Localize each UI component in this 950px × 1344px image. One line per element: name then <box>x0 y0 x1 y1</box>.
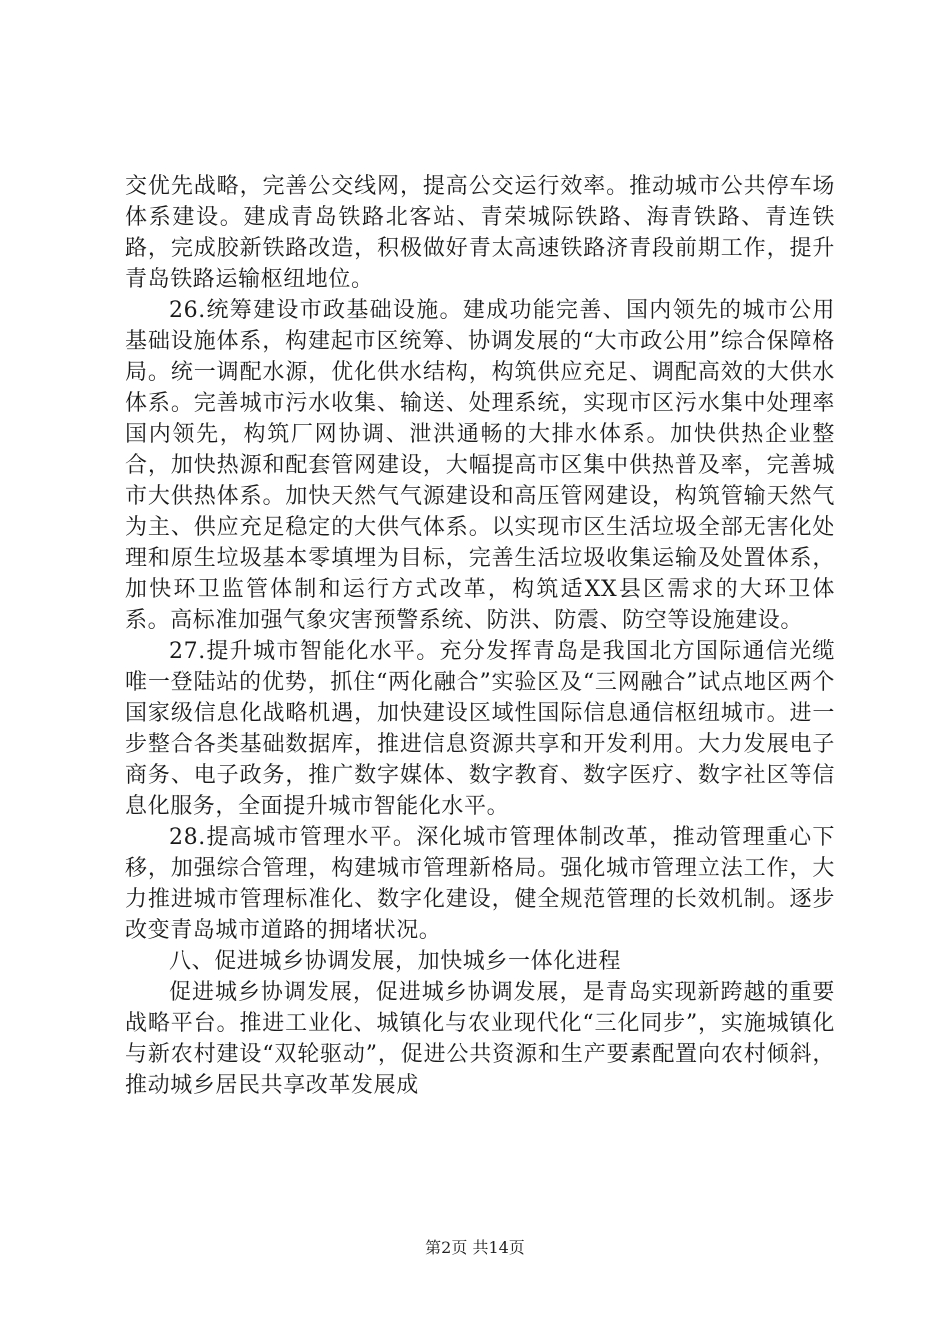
paragraph-urban-rural-coordination: 促进城乡协调发展，促进城乡协调发展，是青岛实现新跨越的重要战略平台。推进工业化、城镇化与农业现代化“三化同步”，实施城镇化与新农村建设“双轮驱动”，促进公共资源和生产要素配置向农村倾斜，推动城乡居民共享改革发展成 <box>125 980 835 1098</box>
paragraph-municipal-infrastructure: 26.统筹建设市政基础设施。建成功能完善、国内领先的城市公用基础设施体系，构建起市区统筹、协调发展的“大市政公用”综合保障格局。统一调配水源，优化供水结构，构筑供应充足、调配高效的大供水体系。完善城市污水收集、输送、处理系统，实现市区污水集中处理率国内领先，构筑厂网协调、泄洪通畅的大排水体系。加快供热企业整合，加快热源和配套管网建设，大幅提高市区集中供热普及率，完善城市大供热体系。加快天然气气源建设和高压管网建设，构筑管输天然气为主、供应充足稳定的大供气体系。以实现市区生活垃圾全部无害化处理和原生垃圾基本零填埋为目标，完善生活垃圾收集运输及处置体系，加快环卫监管体制和运行方式改革，构筑适XX县区需求的大环卫体系。高标准加强气象灾害预警系统、防洪、防震、防空等设施建设。 <box>125 298 835 633</box>
paragraph-transport-continuation: 交优先战略，完善公交线网，提高公交运行效率。推动城市公共停车场体系建设。建成青岛铁路北客站、青荣城际铁路、海青铁路、青连铁路，完成胶新铁路改造，积极做好青太高速铁路济青段前期工作，提升青岛铁路运输枢纽地位。 <box>125 174 835 292</box>
section-heading-urban-rural: 八、促进城乡协调发展，加快城乡一体化进程 <box>169 949 622 974</box>
document-body <box>125 171 835 1101</box>
paragraph-city-management: 28.提高城市管理水平。深化城市管理体制改革，推动管理重心下移，加强综合管理，构建城市管理新格局。强化城市管理立法工作，大力推进城市管理标准化、数字化建设，健全规范管理的长效机制。逐步改变青岛城市道路的拥堵状况。 <box>125 825 835 943</box>
page-footer <box>0 1238 950 1258</box>
page-number-label: 第2页 共14页 <box>425 1238 525 1257</box>
paragraph-smart-city: 27.提升城市智能化水平。充分发挥青岛是我国北方国际通信光缆唯一登陆站的优势，抓住“两化融合”实验区及“三网融合”试点地区两个国家级信息化战略机遇，加快建设区域性国际信息通信枢纽城市。进一步整合各类基础数据库，推进信息资源共享和开发利用。大力发展电子商务、电子政务，推广数字媒体、数字教育、数字医疗、数字社区等信息化服务，全面提升城市智能化水平。 <box>125 639 835 819</box>
